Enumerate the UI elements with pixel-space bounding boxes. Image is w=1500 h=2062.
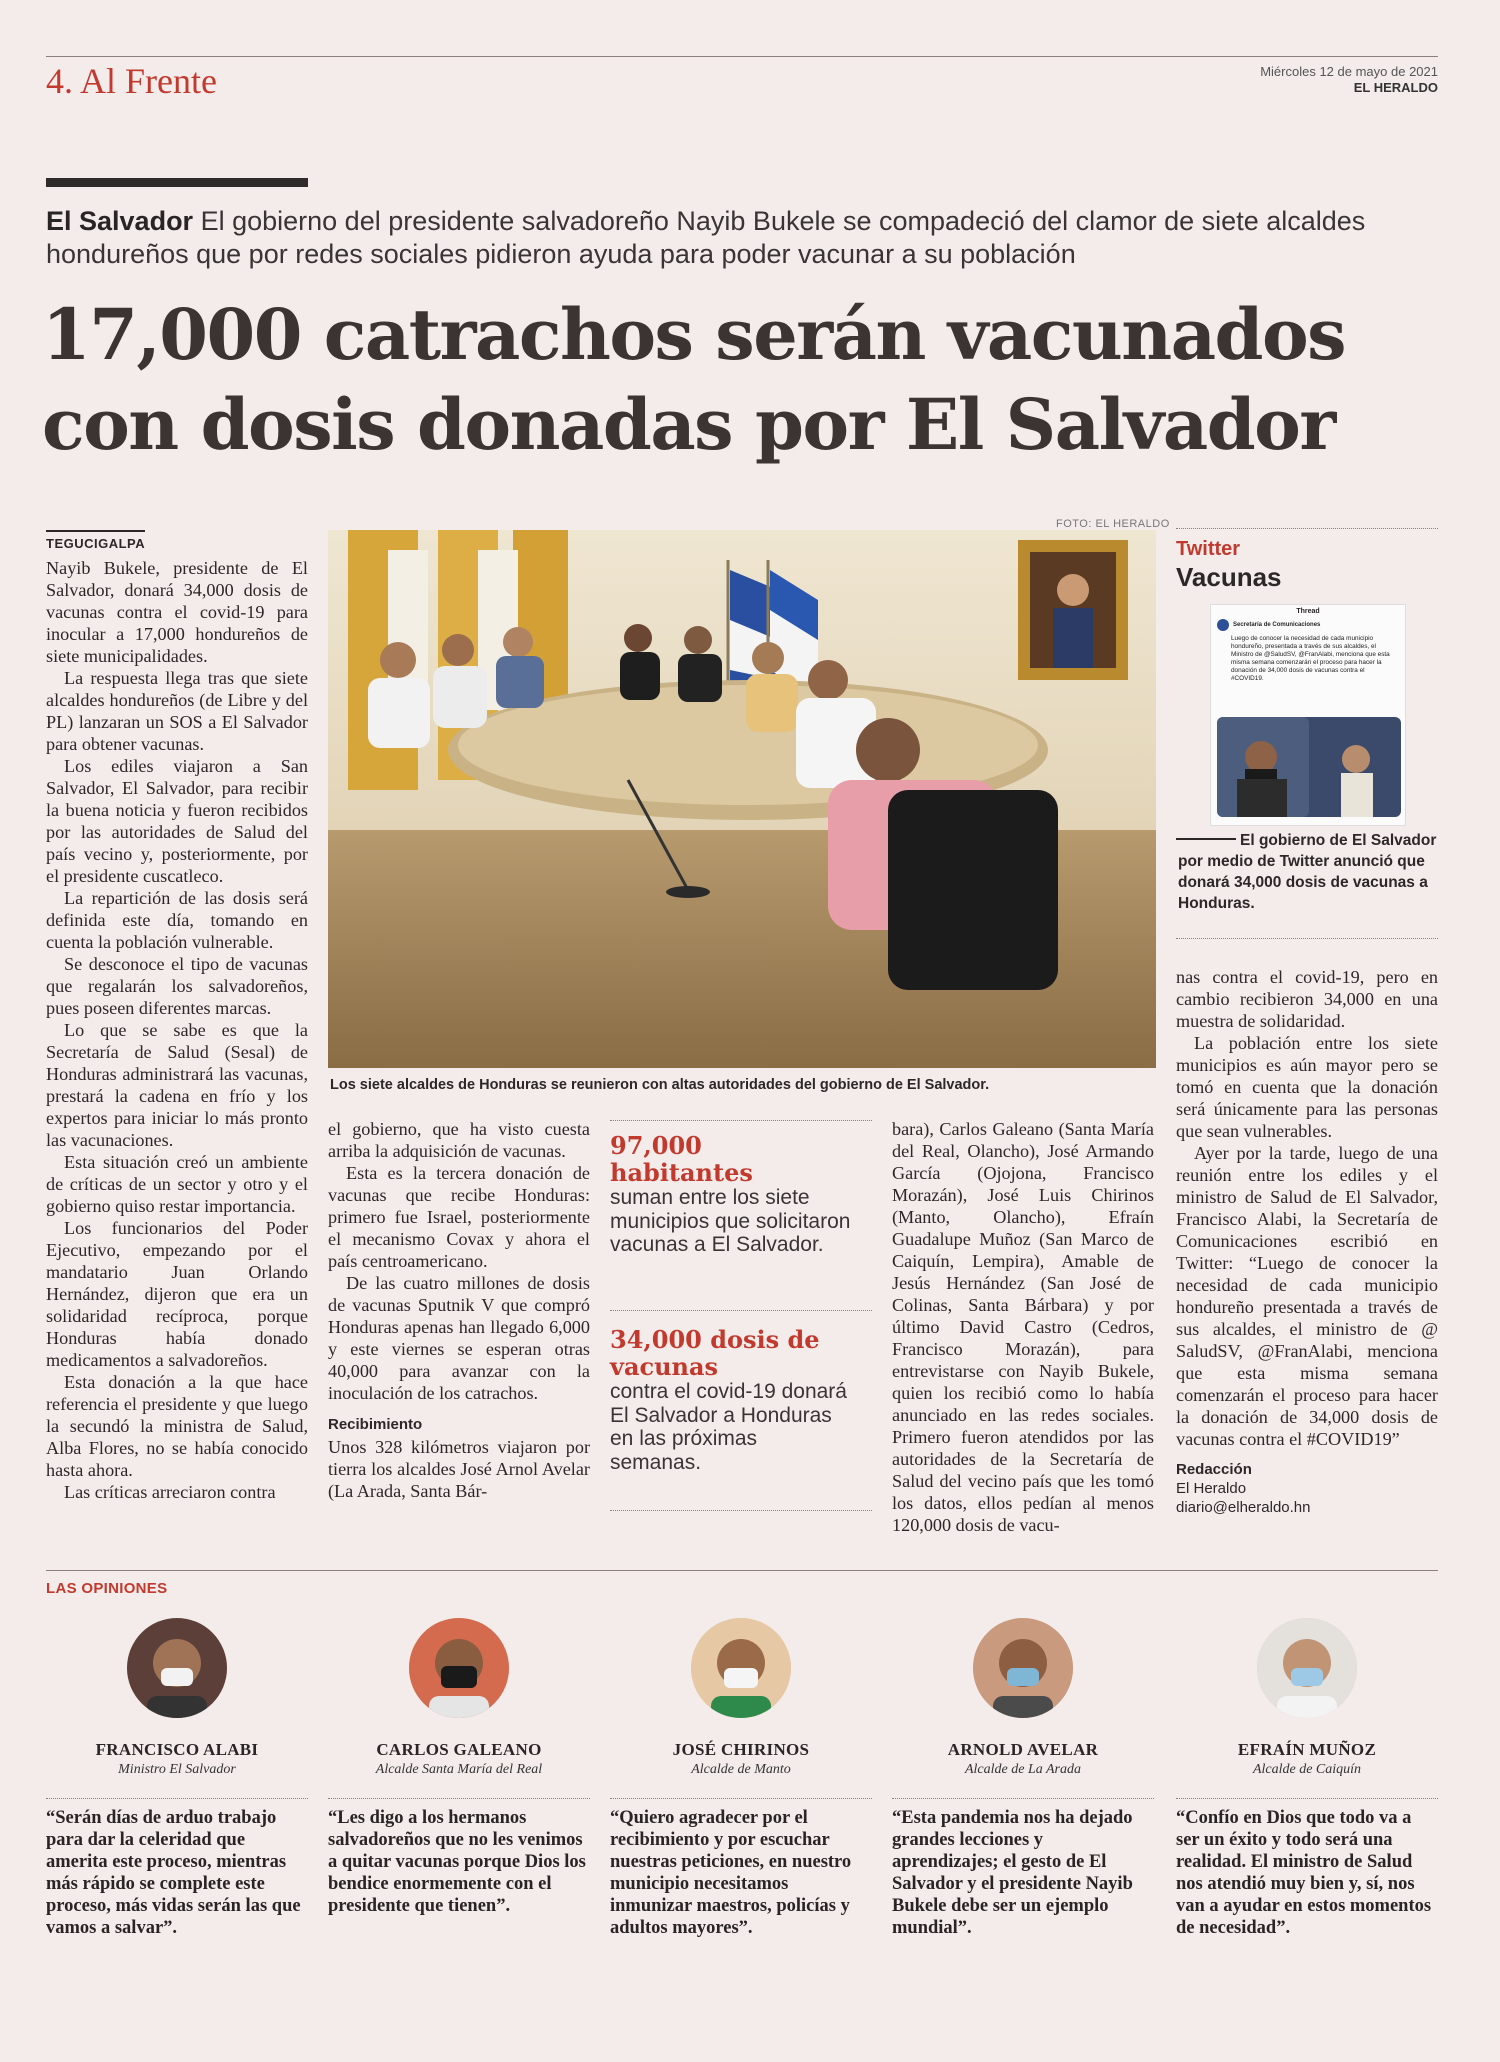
paragraph: Los funcionarios del Poder Ejecutivo, empezando por el mandatario Juan Orlando Hernández, dijeron que era un solidaridad recíproca, porque Honduras había donado medicamentos a salvadoreños. bbox=[46, 1218, 308, 1370]
paragraph: La repartición de las dosis será definida este día, tomando en cuenta la población vulnerable. bbox=[46, 888, 308, 952]
opinion-quote: “Les digo a los hermanos salvadoreños que no les venimos a quitar vacunas porque Dios los bendice enormemente con el presidente que tienen”. bbox=[328, 1808, 586, 1916]
stats-rule-top bbox=[610, 1120, 872, 1121]
paragraph: Esta es la tercera donación de vacunas que recibe Honduras: primero fue Israel, posteriormente el mecanismo Covax y ahora el país centroamericano. bbox=[328, 1163, 590, 1271]
paragraph: Ayer por la tarde, luego de una reunión entre los ediles y el ministro de Salud de El Salvador, Francisco Alabi, la Secretaría de Comunicaciones escribió en Twitter: “Luego de conocer la necesidad de cada municipio hondureño presentada a través de sus alcaldes, el ministro de @ SaludSV, @FranAlabi, menciona que esta misma semana comenzarán el proceso para hacer la donación de 34,000 dosis de vacunas contra el #COVID19” bbox=[1176, 1143, 1438, 1449]
opinion-card-5 bbox=[1176, 1618, 1438, 1939]
paragraph: bara), Carlos Galeano (Santa María del Real, Olancho), José Armando García (Ojojona, Francisco Morazán), José Luis Chirinos (Manto, Olancho), Efraín Guadalupe Muñoz (San Marco de Caiquín, Lempira), Amable de Jesús Hernández (San José de Colinas, Santa Bárbara) y por último David Castro (Cedros, Francisco Morazán), para entrevistarse con Nayib Bukele, quien los recibió como lo había anunciado en las redes sociales. Primero fueron atendidos por las autoridades de la Secretaría de Salud del vecino país que les tomó los datos, ellos pedían al menos 120,000 dosis de vacu- bbox=[892, 1119, 1154, 1535]
stats-rule-bottom bbox=[610, 1510, 872, 1511]
date-text: Miércoles 12 de mayo de 2021 bbox=[1260, 64, 1438, 79]
article-column-5 bbox=[1176, 966, 1438, 1517]
opinion-role: Alcalde de Manto bbox=[691, 1762, 791, 1777]
tweet-photo bbox=[1211, 717, 1406, 821]
portrait-icon bbox=[691, 1618, 791, 1718]
meeting-photo-illustration bbox=[328, 530, 1156, 1068]
twitter-rule-bottom bbox=[1176, 938, 1438, 939]
avatar bbox=[973, 1618, 1073, 1718]
twitter-caption-text: El gobierno de El Salvador por medio de Twitter anunció que donará 34,000 dosis de vacunas a Honduras. bbox=[1178, 832, 1437, 912]
opinion-quote: “Serán días de arduo trabajo para dar la celeridad que amerita este proceso, mientras más rápido se complete este proceso, más vidas serán las que vamos a salvar”. bbox=[46, 1808, 301, 1938]
portrait-icon bbox=[973, 1618, 1073, 1718]
stat-text: contra el covid-19 donará El Salvador a Honduras en las próximas semanas. bbox=[610, 1380, 847, 1474]
opinion-role: Ministro El Salvador bbox=[118, 1762, 236, 1777]
header-rule bbox=[46, 56, 1438, 57]
paragraph: La población entre los siete municipios es aún mayor pero se tomó en cuenta que la donación será únicamente para las personas que sean vulnerables. bbox=[1176, 1033, 1438, 1141]
paragraph: Los ediles viajaron a San Salvador, El Salvador, para recibir la buena noticia y fueron recibidos por las autoridades de Salud del país vecino y, posteriormente, por el presidente cuscatleco. bbox=[46, 756, 308, 886]
avatar bbox=[1257, 1618, 1357, 1718]
opinion-name: FRANCISCO ALABI bbox=[95, 1740, 259, 1759]
opinion-quote: “Confío en Dios que todo va a ser un éxito y todo será una realidad. El ministro de Salud nos atendió muy bien y, sí, nos van a ayudar en estos momentos de necesidad”. bbox=[1176, 1808, 1432, 1938]
publication-name: EL HERALDO bbox=[1353, 80, 1438, 95]
kicker-bar bbox=[46, 178, 308, 187]
headline bbox=[42, 290, 1462, 470]
opinion-quote: “Esta pandemia nos ha dejado grandes lecciones y aprendizajes; el gesto de El Salvador y el presidente Nayib Bukele debe ser un ejemplo mundial”. bbox=[892, 1808, 1133, 1938]
twitter-rule-top bbox=[1176, 528, 1438, 529]
article-column-4 bbox=[892, 1118, 1154, 1536]
paragraph: Lo que se sabe es que la Secretaría de Salud (Sesal) de Honduras administrará las vacunas, prestará la cadena en frío y los expertos para iniciar lo más pronto las vacunaciones. bbox=[46, 1020, 308, 1150]
stat-number: 97,000 habitantes bbox=[610, 1131, 753, 1187]
paragraph: Nayib Bukele, presidente de El Salvador, donará 34,000 dosis de vacunas contra el covid-19 para inocular a 17,000 hondureños de siete municipalidades. bbox=[46, 558, 308, 666]
article-column-2 bbox=[328, 1118, 590, 1502]
twitter-caption bbox=[1178, 830, 1440, 914]
opinion-role: Alcalde de Caiquín bbox=[1252, 1762, 1362, 1777]
opinion-name: EFRAÍN MUÑOZ bbox=[1237, 1740, 1377, 1759]
section-label: 4. Al Frente bbox=[46, 61, 217, 101]
paragraph: Esta situación creó un ambiente de críticas de un sector y otro y el gobierno quiso restar importancia. bbox=[46, 1152, 308, 1216]
opinion-role: Alcalde de La Arada bbox=[964, 1762, 1081, 1777]
stat-box-2 bbox=[610, 1326, 852, 1474]
paragraph: Las críticas arreciaron contra bbox=[64, 1482, 276, 1502]
opinions-rule bbox=[46, 1570, 1438, 1571]
deck-lead: El Salvador bbox=[46, 206, 194, 236]
stat-box-1 bbox=[610, 1132, 852, 1257]
photo-caption: Los siete alcaldes de Honduras se reunieron con altas autoridades del gobierno de El Salvador. bbox=[330, 1077, 990, 1093]
dateline: TEGUCIGALPA bbox=[46, 530, 145, 555]
stats-rule-middle bbox=[610, 1310, 872, 1311]
stat-number: 34,000 dosis de vacunas bbox=[610, 1325, 820, 1381]
byline-name: El Heraldo bbox=[1176, 1480, 1247, 1497]
paragraph: La respuesta llega tras que siete alcaldes hondureños (de Libre y del PL) lanzaran un SOS a El Salvador para obtener vacunas. bbox=[46, 668, 308, 754]
portrait-icon bbox=[409, 1618, 509, 1718]
twitter-label: Twitter bbox=[1176, 538, 1241, 560]
meeting-photo bbox=[328, 530, 1156, 1068]
opinion-quote: “Quiero agradecer por el recibimiento y por escuchar nuestras peticiones, en nuestro municipio necesitamos inmunizar maestros, policías y adultos mayores”. bbox=[610, 1808, 852, 1938]
stat-text: suman entre los siete municipios que solicitaron vacunas a El Salvador. bbox=[610, 1186, 851, 1256]
avatar bbox=[409, 1618, 509, 1718]
opinion-card-4 bbox=[892, 1618, 1154, 1939]
avatar bbox=[691, 1618, 791, 1718]
tweet-account: Secretaría de Comunicaciones bbox=[1233, 622, 1321, 628]
article-column-1 bbox=[46, 530, 308, 1503]
headline-line-1: 17,000 catrachos serán vacunados bbox=[42, 293, 1346, 376]
opinion-name: ARNOLD AVELAR bbox=[947, 1740, 1099, 1759]
byline-label: Redacción bbox=[1176, 1461, 1252, 1478]
tweet-avatar bbox=[1217, 619, 1229, 631]
issue-date bbox=[1260, 64, 1438, 96]
opinion-card-1 bbox=[46, 1618, 308, 1939]
opinion-name: CARLOS GALEANO bbox=[376, 1740, 542, 1759]
paragraph: Se desconoce el tipo de vacunas que regalarán los salvadoreños, pues poseen diferentes marcas. bbox=[46, 954, 308, 1018]
tweet-screenshot bbox=[1210, 604, 1406, 826]
opinion-card-2 bbox=[328, 1618, 590, 1917]
paragraph: Esta donación a la que hace referencia el presidente y que luego la secundó la ministra de Salud, Alba Flores, no se había conocido hasta ahora. bbox=[46, 1372, 308, 1480]
opinions-label: LAS OPINIONES bbox=[46, 1580, 168, 1597]
tweet-thread-label: Thread bbox=[1296, 608, 1320, 615]
avatar bbox=[127, 1618, 227, 1718]
paragraph: el gobierno, que ha visto cuesta arriba la adquisición de vacunas. bbox=[328, 1119, 590, 1161]
photo-credit: FOTO: EL HERALDO bbox=[1056, 518, 1170, 530]
twitter-title: Vacunas bbox=[1176, 562, 1282, 592]
deck bbox=[46, 205, 1446, 271]
byline bbox=[1176, 1460, 1438, 1517]
paragraph: nas contra el covid-19, pero en cambio recibieron 34,000 en una muestra de solidaridad. bbox=[1176, 967, 1438, 1031]
paragraph: De las cuatro millones de dosis de vacunas Sputnik V que compró Honduras apenas han llegado 6,000 y este viernes se esperan otras 40,000 para avanzar con la inoculación de los catrachos. bbox=[328, 1273, 590, 1403]
opinion-role: Alcalde Santa María del Real bbox=[375, 1762, 543, 1777]
tweet-text: Luego de conocer la necesidad de cada municipio hondureño, presentada a través de sus alcaldes, el Ministro de @SaludSV, @FranAlabi, menciona que esta misma semana comenzarán el proceso para hacer la donación de 34,000 dosis de vacunas contra el #COVID19. bbox=[1231, 635, 1390, 682]
portrait-icon bbox=[1257, 1618, 1357, 1718]
opinion-card-3 bbox=[610, 1618, 872, 1939]
portrait-icon bbox=[127, 1618, 227, 1718]
opinion-name: JOSÉ CHIRINOS bbox=[672, 1740, 810, 1759]
paragraph: Unos 328 kilómetros viajaron por tierra los alcaldes José Arnol Avelar (La Arada, Santa Bár- bbox=[328, 1437, 590, 1501]
headline-line-2: con dosis donadas por El Salvador bbox=[42, 383, 1335, 466]
byline-email: diario@elheraldo.hn bbox=[1176, 1499, 1311, 1516]
subhead-recibimiento: Recibimiento bbox=[328, 1416, 423, 1433]
deck-text: El gobierno del presidente salvadoreño Nayib Bukele se compadeció del clamor de siete alcaldes hondureños que por redes sociales pidieron ayuda para poder vacunar a su población bbox=[46, 206, 1366, 269]
